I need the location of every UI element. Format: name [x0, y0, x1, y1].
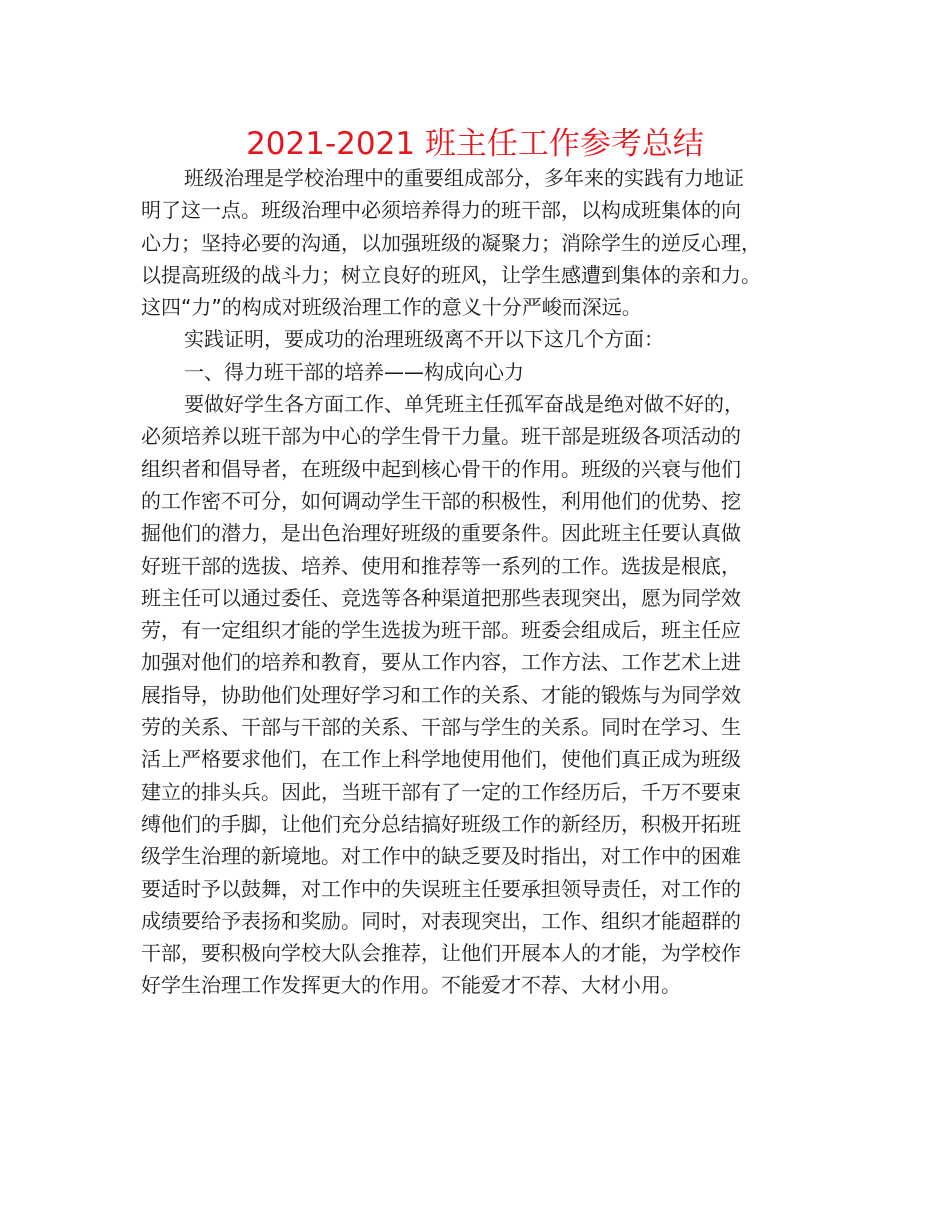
text-line: 心力；坚持必要的沟通，以加强班级的凝聚力；消除学生的逆反心理，	[141, 230, 761, 255]
text-line: 的工作密不可分，如何调动学生干部的积极性，利用他们的优势、挖	[141, 488, 741, 513]
text-line: 劳，有一定组织才能的学生选拔为班干部。班委会组成后，班主任应	[141, 618, 741, 643]
text-line: 以提高班级的战斗力；树立良好的班风，让学生感遭到集体的亲和力。	[141, 262, 761, 287]
text-line: 缚他们的手脚，让他们充分总结搞好班级工作的新经历，积极开拓班	[141, 811, 741, 836]
text-line: 加强对他们的培养和教育，要从工作内容，工作方法、工作艺术上进	[141, 650, 741, 675]
text-line: 掘他们的潜力，是出色治理好班级的重要条件。因此班主任要认真做	[141, 521, 741, 546]
text-line: 成绩要给予表扬和奖励。同时，对表现突出，工作、组织才能超群的	[141, 908, 741, 933]
text-line: 必须培养以班干部为中心的学生骨干力量。班干部是班级各项活动的	[141, 424, 741, 449]
text-line: 级学生治理的新境地。对工作中的缺乏要及时指出，对工作中的困难	[141, 844, 741, 869]
text-line: 班级治理是学校治理中的重要组成部分，多年来的实践有力地证	[184, 166, 744, 190]
text-line: 要做好学生各方面工作、单凭班主任孤军奋战是绝对做不好的，	[184, 392, 744, 417]
text-line: 要适时予以鼓舞，对工作中的失误班主任要承担领导责任，对工作的	[141, 876, 741, 901]
text-line: 好班干部的选拔、培养、使用和推荐等一系列的工作。选拔是根底，	[141, 553, 741, 578]
text-line: 好学生治理工作发挥更大的作用。不能爱才不荐、大材小用。	[141, 973, 681, 998]
text-line: 实践证明，要成功的治理班级离不开以下这几个方面：	[184, 327, 664, 352]
text-line: 展指导，协助他们处理好学习和工作的关系、才能的锻炼与为同学效	[141, 682, 741, 707]
text-line: 劳的关系、干部与干部的关系、干部与学生的关系。同时在学习、生	[141, 715, 741, 740]
text-line: 班主任可以通过委任、竞选等各种渠道把那些表现突出，愿为同学效	[141, 585, 741, 610]
text-line: 干部，要积极向学校大队会推荐，让他们开展本人的才能，为学校作	[141, 941, 741, 966]
document-title: 2021-2021 班主任工作参考总结	[246, 126, 704, 162]
document-body	[141, 162, 831, 1002]
text-line: 一、得力班干部的培养——构成向心力	[184, 359, 524, 384]
text-line: 组织者和倡导者，在班级中起到核心骨干的作用。班级的兴衰与他们	[141, 456, 741, 481]
text-line: 建立的排头兵。因此，当班干部有了一定的工作经历后，千万不要束	[141, 779, 741, 804]
text-line: 活上严格要求他们，在工作上科学地使用他们，使他们真正成为班级	[141, 747, 741, 772]
text-line: 明了这一点。班级治理中必须培养得力的班干部，以构成班集体的向	[141, 198, 741, 223]
text-line: 这四“力”的构成对班级治理工作的意义十分严峻而深远。	[141, 295, 642, 320]
